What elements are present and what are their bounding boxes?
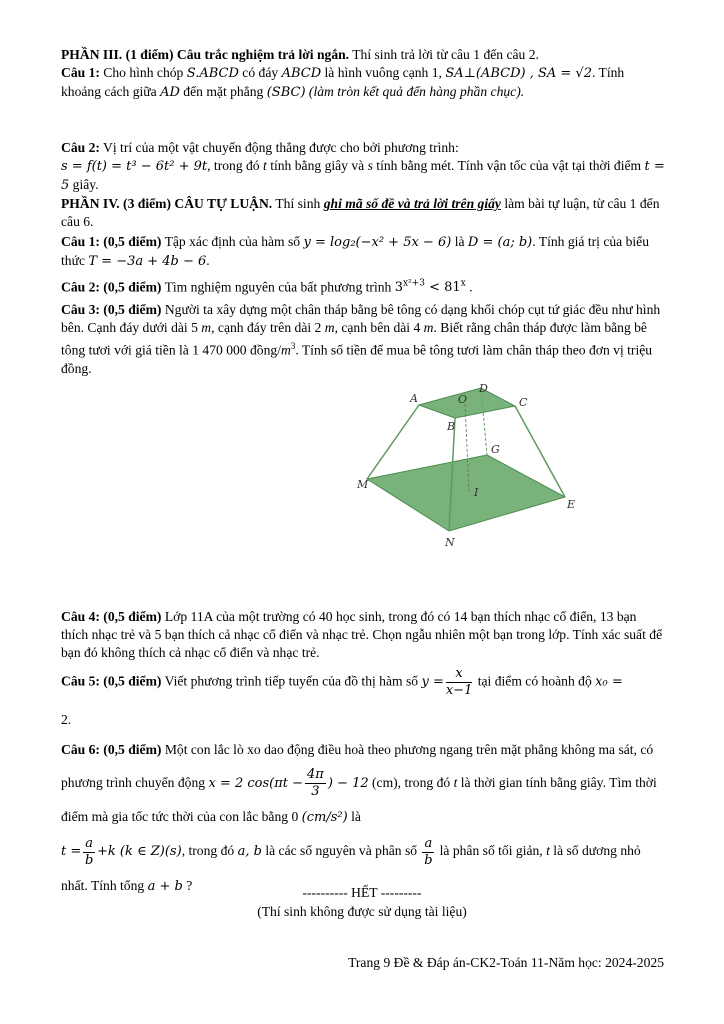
part4-question-3: Câu 3: (0,5 điểm) Người ta xây dựng một chân tháp bằng bê tông có dạng khối chóp cụt tứ giác đều như hình bên. Cạnh đáy dưới dài 5 m, cạnh đáy trên dài 2 m, cạnh bên dài 4 m. Biết rằng chân tháp được làm bằng bê tông tươi với giá tiền là 1 470 000 đồng/$m^3$. Tính số tiền để mua bê tông tươi làm chân tháp theo đơn vị triệu đồng. — [61, 302, 661, 376]
label-E: E — [567, 497, 576, 511]
label-O: O — [458, 392, 468, 406]
label-G: G — [491, 442, 500, 456]
page-footer: Trang 9 Đề & Đáp án-CK2-Toán 11-Năm học: 2024-2025 — [348, 955, 664, 970]
part3-question-1: Câu 1: Cho hình chóp S.ABCD có đáy ABCD là hình vuông cạnh 1, SA⊥(ABCD) , SA = √2. Tính khoảng cách giữa AD đến mặt phẳng (SBC) (làm tròn kết quả đến hàng phần chục). — [61, 65, 625, 100]
frustum-figure — [61, 381, 665, 606]
label-I: I — [474, 485, 479, 499]
frustum-diagram — [357, 381, 581, 606]
label-B: B — [447, 419, 456, 433]
part3-block: PHẦN III. (1 điểm) Câu trắc nghiệm trả lời ngắn. Thí sinh trả lời từ câu 1 đến câu 2. — [61, 47, 539, 62]
inequality: $3^{x^2+3} < 81^x$ — [394, 279, 466, 296]
label-A: A — [410, 391, 418, 405]
base-face — [367, 455, 565, 531]
label-M: M — [357, 477, 369, 491]
part3-question-2: Câu 2: Vị trí của một vật chuyển động thẳng được cho bởi phương trình: s = f(t) = t³ − 6t² + 9t, trong đó t tính bằng giây và s tính bằng mét. Tính vận tốc của vật tại thời điểm t = 5 giây. — [61, 140, 665, 193]
part4-question-4: Câu 4: (0,5 điểm) Lớp 11A của một trường có 40 học sinh, trong đó có 14 bạn thích nhạc cổ điển, 13 bạn thích nhạc trẻ và 5 bạn thích cả nhạc cổ điển và nhạc trẻ. Chọn ngẫu nhiên một bạn trong lớp. Tính xác suất để bạn đó không thích cả nhạc cổ điển và nhạc trẻ. — [61, 608, 663, 660]
label-N: N — [445, 535, 455, 549]
part4-intro: PHẦN IV. (3 điểm) CÂU TỰ LUẬN. Thí sinh ghi mã số đề và trả lời trên giấy làm bài tự luận, từ câu 1 đến câu 6. — [61, 196, 660, 229]
part4-heading: PHẦN IV. (3 điểm) CÂU TỰ LUẬN. — [61, 196, 273, 211]
exam-page: PHẦN III. (1 điểm) Câu trắc nghiệm trả lời ngắn. Thí sinh trả lời từ câu 1 đến câu 2. Câu 1: Cho hình chóp S.ABCD có đáy ABCD là hình vuông cạnh 1, SA⊥(ABCD) , SA = √2. Tính khoảng cách giữa AD đến mặt phẳng (SBC) (làm tròn kết quả đến hàng phần chục). Câu 2: Vị trí của một vật chuyển động thẳng được cho bởi phương trình: s = f(t) = t³ − 6t² + 9t, trong đó t tính bằng giây và s tính bằng mét. Tính vận tốc của vật tại thời điểm t = 5 giây. PHẦN IV. (3 điểm) CÂU TỰ LUẬN. Thí sinh ghi mã số đề và trả lời trên giấy làm bài tự luận, từ câu 1 đến câu 6. Câu 1: (0,5 điểm) Tập xác định của hàm số y = log₂(−x² + 5x − 6) là D = (a; b). Tính giá trị của biểu thức T = −3a + 4b − 6. Câu 2: (0,5 điểm) Tìm nghiệm nguyên của bất phương trình $3^{x^2+3} < 81^x$ . Câu 3: (0,5 điểm) Người ta xây dựng một chân tháp bằng bê tông có dạng khối chóp cụt tứ giác đều như hình bên. Cạnh đáy dưới dài 5 m, cạnh đáy trên dài 2 m, cạnh bên dài 4 m. Biết rằng chân tháp được làm bằng bê tông tươi với giá tiền là 1 470 000 đồng/$m^3$. Tính số tiền để mua bê tông tươi làm chân tháp theo đơn vị triệu đồng. A B C D O G I M N E Câu 4: (0,5 điểm) Lớp 11A của một trường có 40 học sinh, trong đó có 14 bạn thích nhạc cổ điển, 13 bạn thích nhạc trẻ và 5 bạn thích cả nhạc cổ điển và nhạc trẻ. Chọn ngẫu nhiên một bạn trong lớp. Tính xác suất để bạn đó không thích cả nhạc cổ điển và nhạc trẻ. Câu 5: (0,5 điểm) Viết phương trình tiếp tuyến của đồ thị hàm số y = $\frac{x}{x-1}$ tại điểm có hoành độ x₀ = 2. Câu 6: (0,5 điểm) Một con lắc lò xo dao động điều hoà theo phương ngang trên mặt phẳng không ma sát, có phương trình chuyển động x = 2 cos(πt − $\frac{4\pi}{3}$ ) − 12 (cm), trong đó t là thời gian tính bằng giây. Tìm thời điểm mà gia tốc tức thời của con lắc bằng 0 (cm/s²) là t = $\frac{a}{b}$ +k (k ∈ Z)(s), trong đó a, b là các số nguyên và phân số $\frac{a}{b}$ là phân số tối giản, t là số dương nhỏ nhất. Tính tổng a + b ? — [61, 46, 665, 903]
part4-question-1: Câu 1: (0,5 điểm) Tập xác định của hàm số y = log₂(−x² + 5x − 6) là D = (a; b). Tính giá trị của biểu thức T = −3a + 4b − 6. — [61, 234, 650, 269]
part4-question-2: Câu 2: (0,5 điểm) Tìm nghiệm nguyên của bất phương trình $3^{x^2+3} < 81^x$ . — [61, 279, 473, 296]
part4-question-5: Câu 5: (0,5 điểm) Viết phương trình tiếp tuyến của đồ thị hàm số y = $\frac{x}{x-1}$ tại điểm có hoành độ x₀ = — [61, 665, 623, 698]
end-note: (Thí sinh không được sử dụng tài liệu) — [257, 904, 467, 919]
label-C: C — [519, 395, 528, 409]
end-marker: ---------- HẾT --------- — [302, 885, 422, 900]
label-D: D — [479, 381, 488, 395]
part4-question-6: Câu 6: (0,5 điểm) Một con lắc lò xo dao động điều hoà theo phương ngang trên mặt phẳng không ma sát, có phương trình chuyển động x = 2 cos(πt − $\frac{4\pi}{3}$ ) − 12 (cm), trong đó t là thời gian tính bằng giây. Tìm thời điểm mà gia tốc tức thời của con lắc bằng 0 (cm/s²) là t = $\frac{a}{b}$ +k (k ∈ Z)(s), trong đó a, b là các số nguyên và phân số $\frac{a}{b}$ là phân số tối giản, t là số dương nhỏ nhất. Tính tổng a + b ? — [61, 741, 657, 894]
part3-heading: PHẦN III. (1 điểm) Câu trắc nghiệm trả lời ngắn. — [61, 47, 350, 62]
fraction-x-over-x-minus-1: $\frac{x}{x-1}$ — [445, 665, 473, 698]
